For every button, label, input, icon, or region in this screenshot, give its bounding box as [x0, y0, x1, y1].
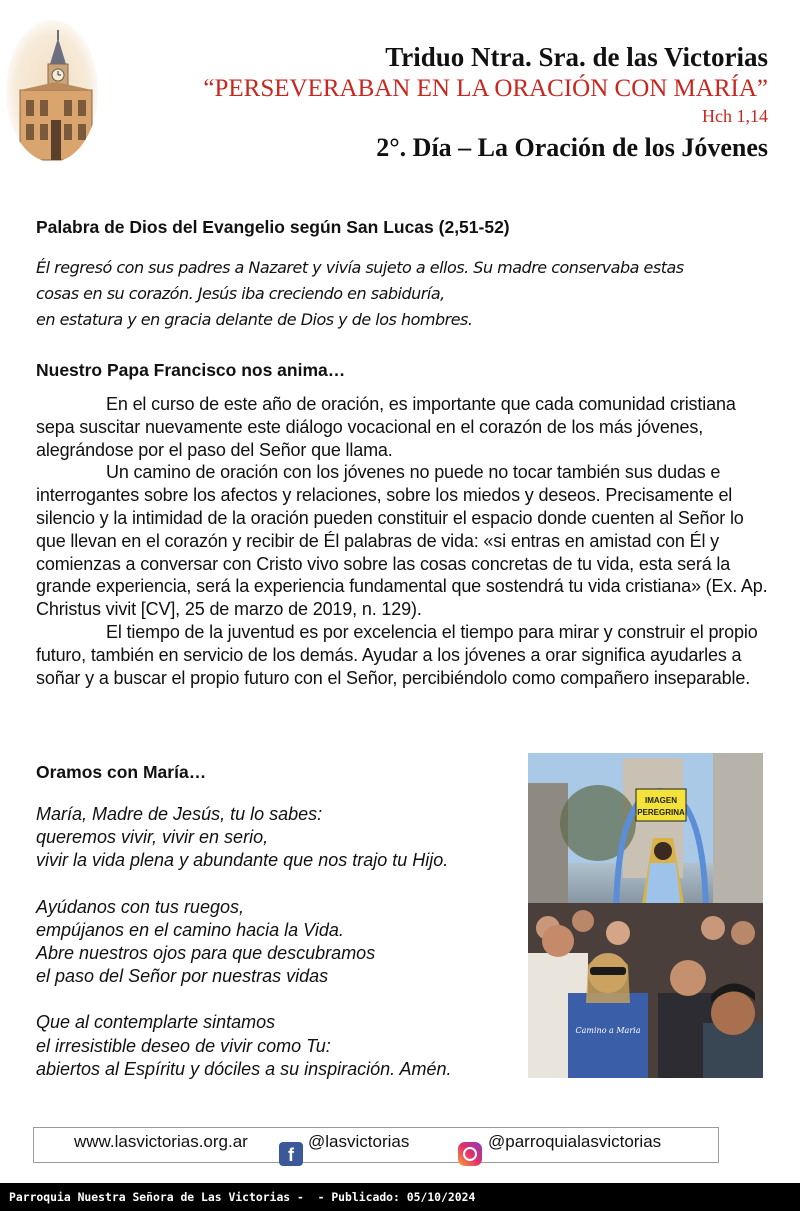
prayer-line: el paso del Señor por nuestras vidas: [36, 966, 329, 987]
gospel-line: Él regresó con sus padres a Nazaret y vivía sujeto a ellos. Su madre conservaba estas: [36, 258, 684, 277]
prayer-line: vivir la vida plena y abundante que nos trajo tu Hijo.: [36, 850, 449, 871]
papa-heading: Nuestro Papa Francisco nos anima…: [36, 360, 346, 380]
header-day-title: 2°. Día – La Oración de los Jóvenes: [376, 133, 768, 162]
parish-logo-church: [6, 20, 98, 162]
facebook-icon[interactable]: f: [279, 1142, 303, 1166]
website-link[interactable]: www.lasvictorias.org.ar: [74, 1132, 248, 1151]
prayer-stanza: [36, 1011, 516, 1081]
photo-sign-line1: IMAGEN: [645, 796, 677, 805]
prayer-line: Que al contemplarte sintamos: [36, 1012, 276, 1033]
prayer-text: [36, 803, 516, 1104]
photo-sign-line2: PEREGRINA: [637, 808, 685, 817]
gospel-line: cosas en su corazón. Jesús iba creciendo en sabiduría,: [36, 284, 445, 303]
facebook-handle[interactable]: @lasvictorias: [308, 1132, 410, 1151]
prayer-line: el irresistible deseo de vivir como Tu:: [36, 1035, 331, 1056]
prayer-line: Abre nuestros ojos para que descubramos: [36, 943, 376, 964]
instagram-handle[interactable]: @parroquialasvictorias: [488, 1132, 662, 1151]
header-citation: Hch 1,14: [702, 106, 768, 126]
prayer-line: empújanos en el camino hacia la Vida.: [36, 919, 344, 940]
prayer-section: [36, 761, 516, 783]
papa-paragraph: En el curso de este año de oración, es importante que cada comunidad cristiana sepa suscitar nuevamente este diálogo vocacional en el corazón de los más jóvenes, alegrándose por el paso del Señor que llama.: [36, 394, 736, 460]
prayer-stanza: [36, 896, 516, 989]
prayer-line: María, Madre de Jesús, tu lo sabes:: [36, 804, 323, 824]
footer-contact-bar: [33, 1127, 719, 1163]
gospel-section: [36, 216, 766, 238]
gospel-heading: Palabra de Dios del Evangelio según San Lucas (2,51-52): [36, 217, 510, 237]
papa-section: [36, 359, 766, 381]
prayer-heading: Oramos con María…: [36, 762, 207, 782]
publication-bar: [0, 1183, 800, 1211]
gospel-text: [36, 255, 776, 333]
prayer-line: abiertos al Espíritu y dóciles a su inspiración. Amén.: [36, 1058, 452, 1079]
prayer-line: Ayúdanos con tus ruegos,: [36, 896, 244, 917]
pilgrimage-photo: [528, 753, 763, 1078]
publication-text: Parroquia Nuestra Señora de Las Victorias - - Publicado: 05/10/2024: [9, 1190, 476, 1204]
prayer-stanza: [36, 803, 516, 873]
header-motto: “PERSEVERABAN EN LA ORACIÓN CON MARÍA”: [203, 75, 768, 102]
prayer-line: queremos vivir, vivir en serio,: [36, 827, 269, 848]
papa-text: [36, 393, 768, 689]
instagram-icon[interactable]: [458, 1142, 482, 1166]
papa-paragraph: El tiempo de la juventud es por excelencia el tiempo para mirar y construir el propio futuro, también en servicio de los demás. Ayudar a los jóvenes a orar significa ayudarles a soñar y a buscar el propio futuro con el Señor, percibiéndolo como compañero inseparable.: [36, 621, 758, 688]
photo-shirt-text: Camino a Maria: [575, 1026, 641, 1035]
header: [203, 40, 768, 166]
gospel-line: en estatura y en gracia delante de Dios y de los hombres.: [36, 310, 473, 329]
papa-paragraph: Un camino de oración con los jóvenes no puede no tocar también sus dudas e interrogantes sobre los afectos y relaciones, sobre los miedos y deseos. Precisamente el silencio y la intimidad de la oración pueden constituir el espacio donde cuenten al Señor lo que llevan en el corazón y recibir de Él palabras de vida: «si entras en amistad con Él y comienzas a conversar con Cristo vivo sobre las cosas concretas de tu vida, esta será la grande experiencia, será la experiencia fundamental que sostendrá tu vida cristiana» (Ex. Ap. Christus vivit [CV], 25 de marzo de 2019, n. 129).: [36, 462, 768, 620]
header-title: Triduo Ntra. Sra. de las Victorias: [385, 42, 768, 72]
